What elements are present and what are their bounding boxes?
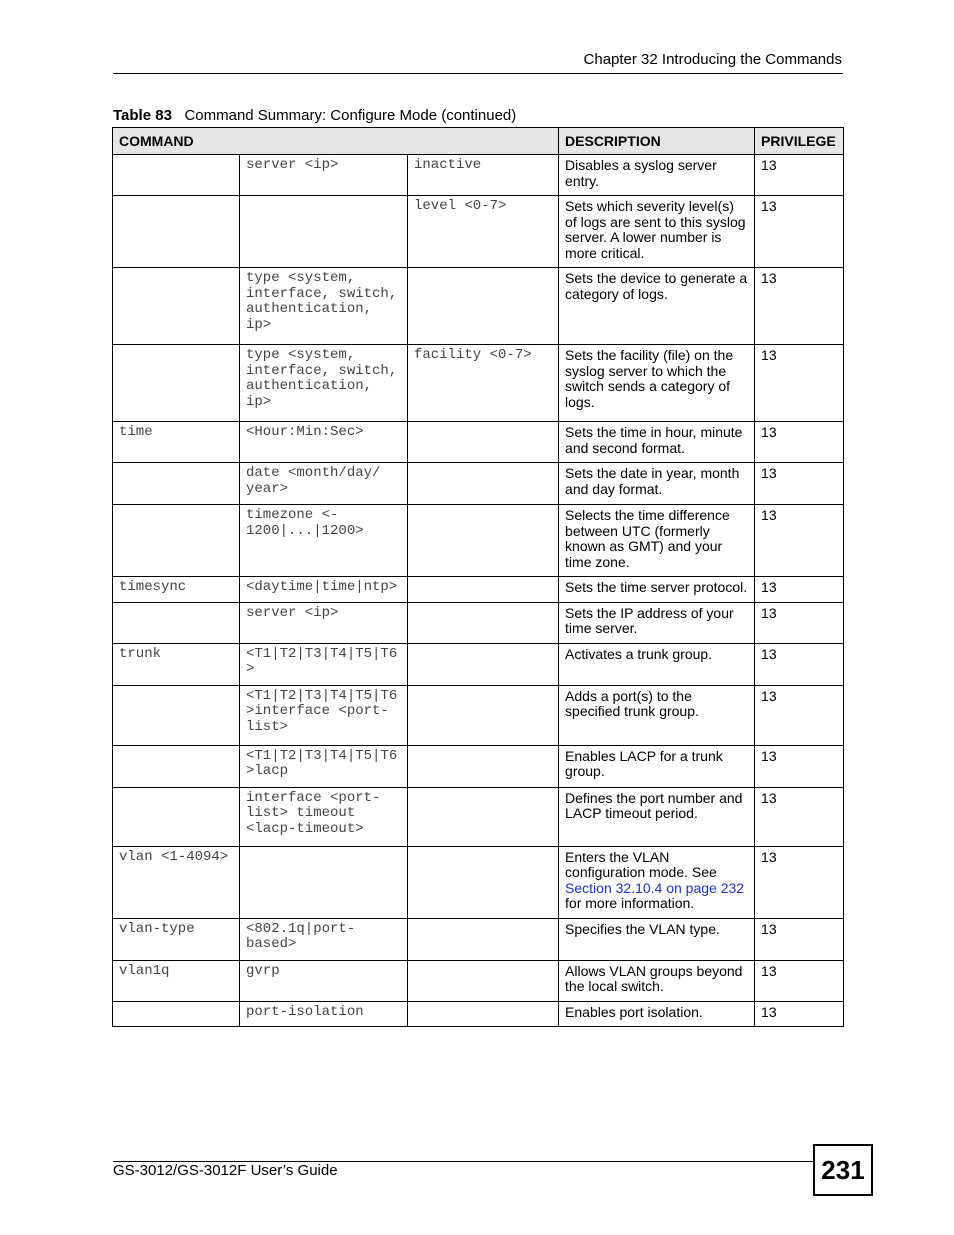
- option-cell: [408, 463, 559, 505]
- subcommand-cell: timezone <- 1200|...|1200>: [240, 505, 408, 577]
- privilege-cell: 13: [755, 918, 844, 960]
- privilege-cell: 13: [755, 1001, 844, 1027]
- subcommand-cell: [240, 846, 408, 918]
- subcommand-cell: <Hour:Min:Sec>: [240, 422, 408, 463]
- privilege-cell: 13: [755, 196, 844, 268]
- subcommand-cell: <T1|T2|T3|T4|T5|T6 >: [240, 643, 408, 685]
- option-cell: [408, 846, 559, 918]
- subcommand-cell: server <ip>: [240, 155, 408, 196]
- privilege-cell: 13: [755, 463, 844, 505]
- command-cell: trunk: [113, 643, 240, 685]
- option-cell: [408, 505, 559, 577]
- privilege-cell: 13: [755, 960, 844, 1001]
- subcommand-cell: [240, 196, 408, 268]
- description-cell: [559, 846, 755, 918]
- command-cell: [113, 155, 240, 196]
- option-cell: level <0-7>: [408, 196, 559, 268]
- table-caption: [113, 107, 516, 124]
- table-row: [113, 577, 844, 603]
- table-row: [113, 155, 844, 196]
- command-cell: [113, 1001, 240, 1027]
- option-cell: [408, 745, 559, 787]
- option-cell: inactive: [408, 155, 559, 196]
- chapter-header: Chapter 32 Introducing the Commands: [583, 51, 842, 68]
- table-row: [113, 787, 844, 846]
- table-row: [113, 1001, 844, 1027]
- description-cell: Defines the port number and LACP timeout period.: [559, 787, 755, 846]
- table-header-row: [113, 128, 844, 155]
- privilege-cell: 13: [755, 505, 844, 577]
- privilege-cell: 13: [755, 577, 844, 603]
- table-row: [113, 602, 844, 643]
- description-cell: Sets the facility (file) on the syslog server to which the switch sends a category of logs.: [559, 345, 755, 422]
- table-row: [113, 960, 844, 1001]
- option-cell: [408, 268, 559, 345]
- table-row: [113, 268, 844, 345]
- command-column-header: COMMAND: [113, 128, 559, 155]
- command-cell: vlan1q: [113, 960, 240, 1001]
- description-cell: Sets the date in year, month and day format.: [559, 463, 755, 505]
- privilege-cell: 13: [755, 268, 844, 345]
- command-cell: [113, 745, 240, 787]
- table-row: [113, 643, 844, 685]
- description-cell: Sets which severity level(s) of logs are sent to this syslog server. A lower number is more critical.: [559, 196, 755, 268]
- privilege-cell: 13: [755, 787, 844, 846]
- subcommand-cell: type <system, interface, switch, authentication, ip>: [240, 268, 408, 345]
- description-column-header: DESCRIPTION: [559, 128, 755, 155]
- table-row: [113, 196, 844, 268]
- subcommand-cell: date <month/day/ year>: [240, 463, 408, 505]
- privilege-cell: 13: [755, 745, 844, 787]
- description-cell: Specifies the VLAN type.: [559, 918, 755, 960]
- subcommand-cell: gvrp: [240, 960, 408, 1001]
- option-cell: [408, 685, 559, 745]
- command-cell: [113, 345, 240, 422]
- privilege-cell: 13: [755, 422, 844, 463]
- option-cell: [408, 643, 559, 685]
- description-text: for more information.: [565, 895, 695, 911]
- table-row: [113, 422, 844, 463]
- command-summary-table: [112, 127, 844, 1027]
- option-cell: [408, 918, 559, 960]
- description-cell: Adds a port(s) to the specified trunk group.: [559, 685, 755, 745]
- description-cell: Sets the time in hour, minute and second format.: [559, 422, 755, 463]
- description-cell: Enables port isolation.: [559, 1001, 755, 1027]
- privilege-cell: 13: [755, 155, 844, 196]
- privilege-cell: 13: [755, 846, 844, 918]
- table-row: [113, 463, 844, 505]
- option-cell: facility <0-7>: [408, 345, 559, 422]
- option-cell: [408, 577, 559, 603]
- command-cell: [113, 196, 240, 268]
- description-cell: Disables a syslog server entry.: [559, 155, 755, 196]
- command-cell: timesync: [113, 577, 240, 603]
- privilege-column-header: PRIVILEGE: [755, 128, 844, 155]
- privilege-cell: 13: [755, 602, 844, 643]
- privilege-cell: 13: [755, 345, 844, 422]
- subcommand-cell: interface <port- list> timeout <lacp-timeout>: [240, 787, 408, 846]
- section-link[interactable]: Section 32.10.4 on page 232: [565, 879, 745, 896]
- option-cell: [408, 960, 559, 1001]
- option-cell: [408, 787, 559, 846]
- description-text: Enters the VLAN configuration mode. See: [565, 848, 717, 880]
- table-caption-text: Command Summary: Configure Mode (continued): [184, 107, 517, 124]
- subcommand-cell: server <ip>: [240, 602, 408, 643]
- description-cell: Sets the device to generate a category of logs.: [559, 268, 755, 345]
- command-cell: [113, 602, 240, 643]
- table-row: [113, 745, 844, 787]
- subcommand-cell: type <system, interface, switch, authentication, ip>: [240, 345, 408, 422]
- option-cell: [408, 422, 559, 463]
- table-row: [113, 685, 844, 745]
- command-cell: [113, 787, 240, 846]
- description-cell: Enables LACP for a trunk group.: [559, 745, 755, 787]
- command-cell: vlan-type: [113, 918, 240, 960]
- table-row: [113, 505, 844, 577]
- description-cell: Sets the time server protocol.: [559, 577, 755, 603]
- privilege-cell: 13: [755, 685, 844, 745]
- description-cell: Activates a trunk group.: [559, 643, 755, 685]
- subcommand-cell: <daytime|time|ntp>: [240, 577, 408, 603]
- privilege-cell: 13: [755, 643, 844, 685]
- table-row: [113, 345, 844, 422]
- description-cell: Sets the IP address of your time server.: [559, 602, 755, 643]
- command-cell: [113, 505, 240, 577]
- command-cell: vlan <1-4094>: [113, 846, 240, 918]
- page-number: 231: [813, 1144, 873, 1196]
- table-row: [113, 846, 844, 918]
- header-divider: [113, 73, 843, 74]
- subcommand-cell: <T1|T2|T3|T4|T5|T6 >interface <port- list>: [240, 685, 408, 745]
- subcommand-cell: port-isolation: [240, 1001, 408, 1027]
- guide-title: GS-3012/GS-3012F User’s Guide: [113, 1162, 338, 1179]
- table-caption-label: Table 83: [113, 107, 172, 124]
- table-row: [113, 918, 844, 960]
- command-cell: [113, 268, 240, 345]
- description-cell: Selects the time difference between UTC (formerly known as GMT) and your time zone.: [559, 505, 755, 577]
- option-cell: [408, 602, 559, 643]
- command-cell: [113, 685, 240, 745]
- subcommand-cell: <802.1q|port- based>: [240, 918, 408, 960]
- description-cell: Allows VLAN groups beyond the local switch.: [559, 960, 755, 1001]
- option-cell: [408, 1001, 559, 1027]
- command-cell: time: [113, 422, 240, 463]
- command-cell: [113, 463, 240, 505]
- subcommand-cell: <T1|T2|T3|T4|T5|T6 >lacp: [240, 745, 408, 787]
